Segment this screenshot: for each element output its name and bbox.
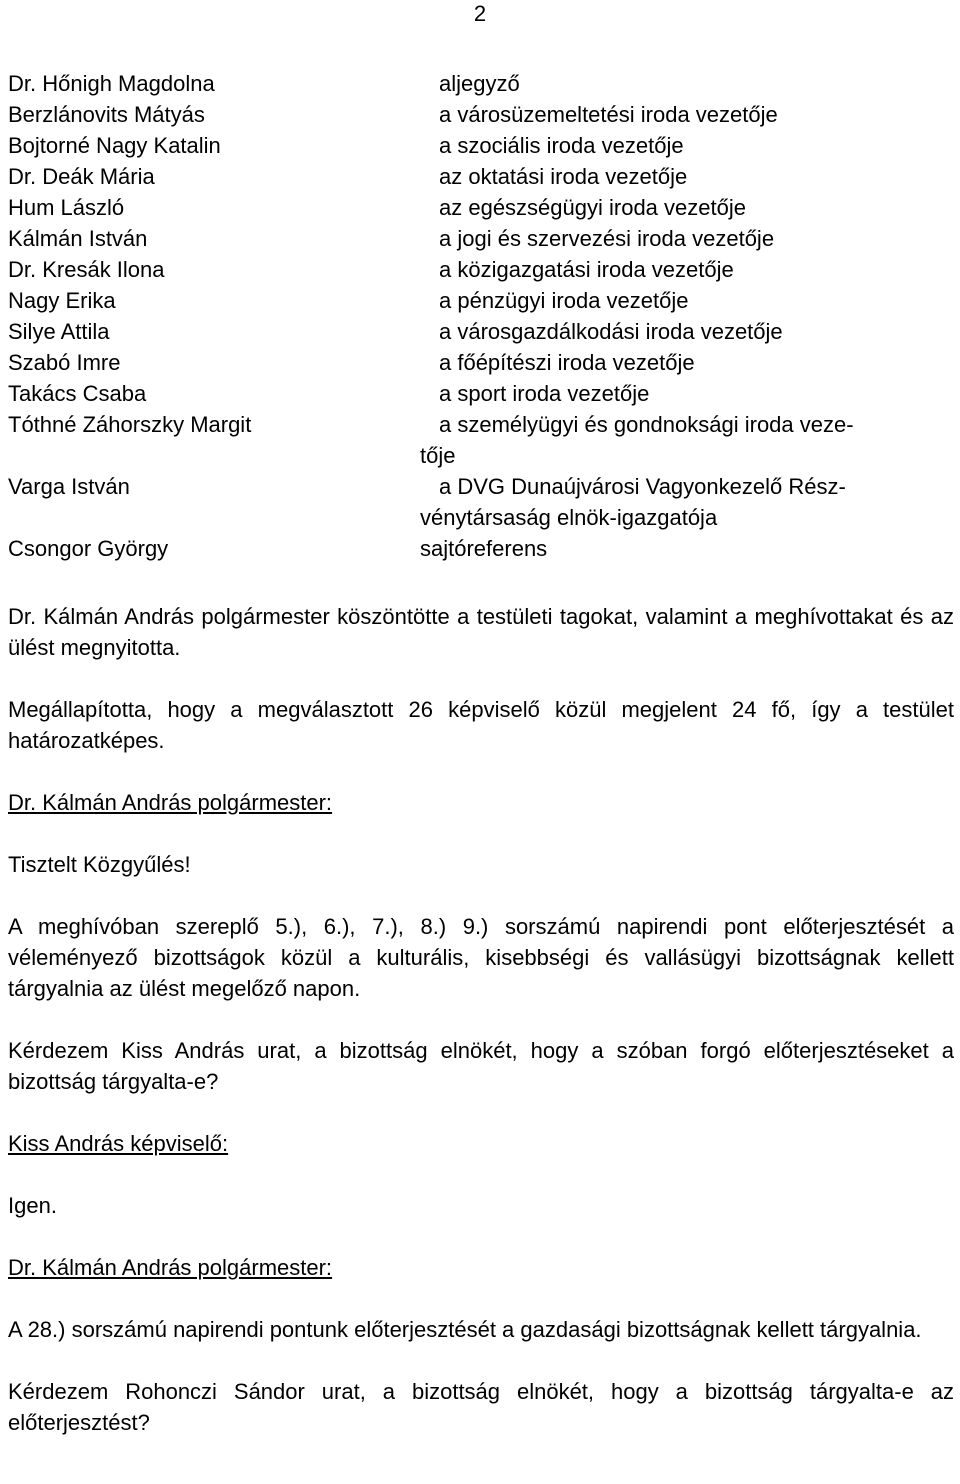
attendee-role: a sport iroda vezetője bbox=[439, 381, 650, 406]
attendee-name: Kálmán István bbox=[8, 226, 148, 251]
attendee-row bbox=[8, 533, 954, 564]
paragraph-agenda: A 28.) sorszámú napirendi pontunk előterjesztését a gazdasági bizottságnak kellett tárgyalnia. bbox=[8, 1317, 922, 1342]
attendee-role bbox=[420, 471, 954, 533]
attendee-name: Takács Csaba bbox=[8, 381, 147, 406]
attendee-name: Csongor György bbox=[8, 536, 169, 561]
attendee-role: aljegyző bbox=[439, 71, 520, 96]
attendee-row bbox=[8, 285, 954, 316]
attendee-name: Berzlánovits Mátyás bbox=[8, 102, 205, 127]
attendee-role: a főépítészi iroda vezetője bbox=[439, 350, 695, 375]
attendee-name: Varga István bbox=[8, 474, 130, 499]
attendee-name: Dr. Kresák Ilona bbox=[8, 257, 165, 282]
attendee-list bbox=[8, 68, 954, 564]
paragraph-question: Kérdezem Kiss András urat, a bizottság elnökét, hogy a szóban forgó előterjesztéseket a bizottság tárgyalta-e? bbox=[8, 1038, 954, 1094]
attendee-role: a közigazgatási iroda vezetője bbox=[439, 257, 734, 282]
attendee-name: Dr. Hőnigh Magdolna bbox=[8, 71, 215, 96]
attendee-role: az egészségügyi iroda vezetője bbox=[439, 195, 746, 220]
attendee-name: Nagy Erika bbox=[8, 288, 116, 313]
attendee-row bbox=[8, 378, 954, 409]
attendee-row bbox=[8, 68, 954, 99]
attendee-row bbox=[8, 316, 954, 347]
attendee-role: a szociális iroda vezetője bbox=[439, 133, 684, 158]
paragraph-answer: Igen. bbox=[8, 1193, 57, 1218]
attendee-row bbox=[8, 192, 954, 223]
attendee-name: Szabó Imre bbox=[8, 350, 121, 375]
page-number: 2 bbox=[473, 1, 487, 26]
attendee-role bbox=[420, 409, 954, 471]
attendee-name: Silye Attila bbox=[8, 319, 110, 344]
attendee-role: a jogi és szervezési iroda vezetője bbox=[439, 226, 775, 251]
attendee-row bbox=[8, 130, 954, 161]
attendee-row bbox=[8, 471, 954, 533]
attendee-role: a pénzügyi iroda vezetője bbox=[439, 288, 689, 313]
attendee-role-line: a DVG Dunaújvárosi Vagyonkezelő Rész- bbox=[439, 474, 846, 499]
attendee-name: Dr. Deák Mária bbox=[8, 164, 155, 189]
paragraph-question: Kérdezem Rohonczi Sándor urat, a bizottság elnökét, hogy a bizottság tárgyalta-e az előterjesztést? bbox=[8, 1379, 954, 1435]
speaker-heading: Dr. Kálmán András polgármester: bbox=[8, 790, 333, 815]
speaker-heading: Dr. Kálmán András polgármester: bbox=[8, 1255, 333, 1280]
attendee-row bbox=[8, 223, 954, 254]
attendee-role: a városüzemeltetési iroda vezetője bbox=[439, 102, 778, 127]
attendee-row bbox=[8, 347, 954, 378]
attendee-row bbox=[8, 409, 954, 471]
attendee-role-line: a személyügyi és gondnoksági iroda veze- bbox=[439, 412, 854, 437]
attendee-name: Hum László bbox=[8, 195, 125, 220]
attendee-role: az oktatási iroda vezetője bbox=[439, 164, 688, 189]
attendee-role: a városgazdálkodási iroda vezetője bbox=[439, 319, 783, 344]
attendee-role-line: vénytársaság elnök-igazgatója bbox=[420, 505, 718, 530]
attendee-role: sajtóreferens bbox=[420, 536, 548, 561]
minutes-body bbox=[8, 601, 954, 1438]
attendee-name: Tóthné Záhorszky Margit bbox=[8, 412, 252, 437]
paragraph-salutation: Tisztelt Közgyűlés! bbox=[8, 852, 191, 877]
attendee-name: Bojtorné Nagy Katalin bbox=[8, 133, 221, 158]
attendee-row bbox=[8, 99, 954, 130]
attendee-role-line: tője bbox=[420, 443, 456, 468]
attendee-row bbox=[8, 161, 954, 192]
paragraph-agenda: A meghívóban szereplő 5.), 6.), 7.), 8.) 9.) sorszámú napirendi pont előterjesztését a véleményező bizottságok közül a kulturális, kisebbségi és vallásügyi bizottságnak kellett tárgyalnia az ülést megelőző napon. bbox=[8, 914, 954, 1001]
attendee-row bbox=[8, 254, 954, 285]
paragraph-quorum: Megállapította, hogy a megválasztott 26 képviselő közül megjelent 24 fő, így a testület határozatképes. bbox=[8, 697, 954, 753]
paragraph-opening: Dr. Kálmán András polgármester köszöntötte a testületi tagokat, valamint a meghívottakat és az ülést megnyitotta. bbox=[8, 604, 954, 660]
speaker-heading: Kiss András képviselő: bbox=[8, 1131, 229, 1156]
